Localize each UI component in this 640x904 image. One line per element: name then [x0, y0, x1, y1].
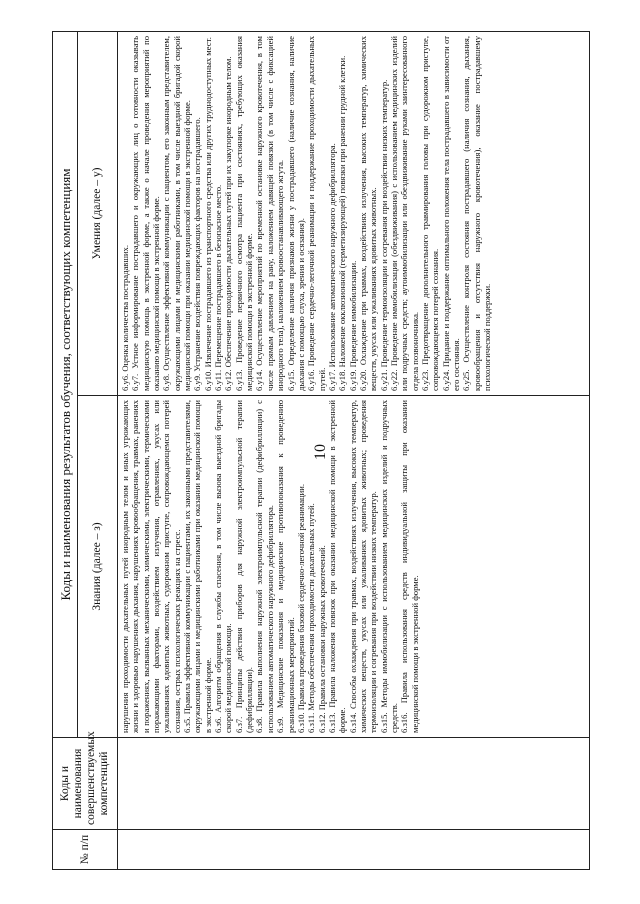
skill-item: 6.у22. Проведение иммобилизации (обездвиживания) с использованием медицинских изделий или подручных средств; аутоиммобилизации или обездвиживание руками заинтересованного отдела позвоночника. — [388, 36, 420, 391]
knowledge-item: 6.з6. Алгоритм обращения в службы спасения, в том числе вызова выездной бригады скорой медицинской помощи. — [213, 400, 234, 733]
knowledge-item: 6.з16. Правила использования средств индивидуальной защиты при оказании медицинской помощи в экстренной форме. — [399, 400, 420, 733]
skill-item: 6.у9. Устранение воздействия повреждающих факторов на пострадавшего. — [192, 117, 203, 391]
skill-item: 6.у24. Придание и поддержание оптимального положения тела пострадавшего в зависимости от его состояния. — [440, 36, 462, 391]
skill-item: 6.у16. Проведение сердечно-легочной реанимации и поддержание проходимости дыхательных путей. — [306, 36, 327, 391]
skill-item: 6.у10. Извлечение пострадавшего из транспортного средства или других труднодоступных мест. — [202, 37, 213, 391]
header-number: № п/п — [53, 830, 118, 870]
header-competency-codes: Коды и наименования совершенствуемых компетенций — [53, 738, 118, 830]
skill-item: 6.у20. Охлаждение при травмах, воздействиях излучения, высоких температур, химических веществ, укусах или ужаливаниях ядовитых животных. — [357, 36, 379, 391]
header-learning-results: Коды и наименования результатов обучения, соответствующих компетенциям — [53, 32, 78, 738]
skill-item: 6.у21. Проведение термоизоляции и согревания при воздействии низких температур. — [378, 79, 389, 391]
competency-results-table — [52, 31, 590, 870]
skill-item: 6.у17. Использование автоматического наружного дефибриллятора. — [326, 143, 337, 391]
skill-item: 6.у8. Осуществление эффективной коммуникации с пациентом, его законным представителем, окружающими лицами и медицинскими работниками, в том числе выездной бригадой скорой медицинской помощи при оказании медицинской помощи в экстренной форме. — [161, 36, 193, 391]
header-knowledge: Знания (далее – з) — [78, 396, 118, 738]
skill-item: 6.у6. Оценка количества пострадавших. — [120, 244, 131, 391]
table-row — [118, 32, 590, 870]
knowledge-item: 6.з9. Медицинские показания и медицинские противопоказания к проведению реанимационных мероприятий. — [275, 400, 296, 733]
knowledge-item: 6.з7. Принципы действия приборов для наружной электроимпульсной терапии (дефибрилляции). — [233, 400, 255, 733]
knowledge-item: 6.з10. Правила проведения базовой сердечно-легочной реанимации. — [295, 483, 306, 733]
cell-knowledge — [118, 396, 590, 738]
knowledge-item: 6.з15. Методы иммобилизации с использованием медицинских изделий и подручных средств. — [378, 400, 399, 733]
skill-item: 6.у11. Перемещение пострадавшего в безопасное место. — [213, 184, 224, 391]
cell-competency-codes — [118, 738, 590, 830]
skill-item: 6.у19. Проведение иммобилизации. — [347, 260, 358, 391]
cell-number — [118, 830, 590, 870]
skill-item: 6.у7. Устное информирование пострадавшего и окружающих лиц о готовности оказывать медицинскую помощь в экстренной форме, а также о начале проведения мероприятий по оказанию медицинской помощи в экстренной форме. — [130, 36, 162, 391]
knowledge-item: 6.з8. Правила выполнения наружной электроимпульсной терапии (дефибрилляции) с использованием автоматического наружного дефибриллятора. — [254, 400, 275, 733]
knowledge-item: 6.з11. Методы обеспечения проходимости дыхательных путей. — [306, 503, 317, 733]
cell-skills — [118, 32, 590, 396]
knowledge-item: 6.з5. Правила эффективной коммуникации с пациентами, их законными представителями, окружающими лицами и медицинскими работниками при оказании медицинской помощи в экстренной форме. — [182, 400, 213, 733]
knowledge-item: нарушения проходимости дыхательных путей инородным телом и иных угрожающих жизни и здоровью нарушениях дыхания, нарушениях кровообращения, травмах, ранениях и поражениях, вызванных механическими, химическими, электрическими, термическими поражающими факторами, воздействием излучения, отравлениях, укусах или ужаливаниях ядовитых животных, судорожном приступе, сопровождающемся потерей сознания, острых психологических реакциях на стресс. — [120, 400, 182, 733]
header-skills: Умения (далее – у) — [78, 32, 118, 396]
knowledge-item: 6.з12. Правила остановки наружных кровотечений. — [316, 545, 327, 733]
skill-item: 6.у14. Осуществление мероприятий по временной остановке наружного кровотечения, в том числе прямым давлением на рану, наложением давящей повязки (в том числе с фиксацией инородного тела), наложением кровоостанавливающего жгута. — [254, 36, 286, 391]
skill-item: 6.у15. Определение наличия признаков жизни у пострадавшего (наличие сознания, наличие дыхания с помощью слуха, зрения и осязания). — [285, 36, 306, 391]
table-header-row — [53, 32, 78, 870]
knowledge-item: 6.з13. Правила наложения повязок при оказании медицинской помощи в экстренной форме. — [326, 400, 348, 733]
rotated-page-content — [52, 32, 590, 870]
knowledge-item: 6.з14. Способы охлаждения при травмах, воздействиях излучения, высоких температур, химических веществ, укусах или ужаливаниях ядовитых животных; проведения термоизоляции и согревания при воздействии низких температур. — [347, 400, 379, 733]
page-number: 10 — [312, 444, 329, 460]
skill-item: 6.у12. Обеспечение проходимости дыхательных путей при их закупорке инородным телом. — [223, 56, 234, 391]
skill-item: 6.у25. Осуществление контроля состояния пострадавшего (наличия сознания, дыхания, кровообращения и отсутствия наружного кровотечения), оказание пострадавшему психологической поддержки. — [461, 36, 493, 391]
skill-item: 6.у23. Предотвращение дополнительного травмирования головы при судорожном приступе, сопровождающемся потерей сознания. — [419, 36, 441, 391]
skill-item: 6.у18. Наложение окклюзионной (герметизирующей) повязки при ранении грудной клетки. — [337, 55, 348, 391]
skill-item: 6.у13. Проведение первичного осмотра пациента при состояниях, требующих оказания медицинской помощи в экстренной форме. — [233, 36, 255, 391]
